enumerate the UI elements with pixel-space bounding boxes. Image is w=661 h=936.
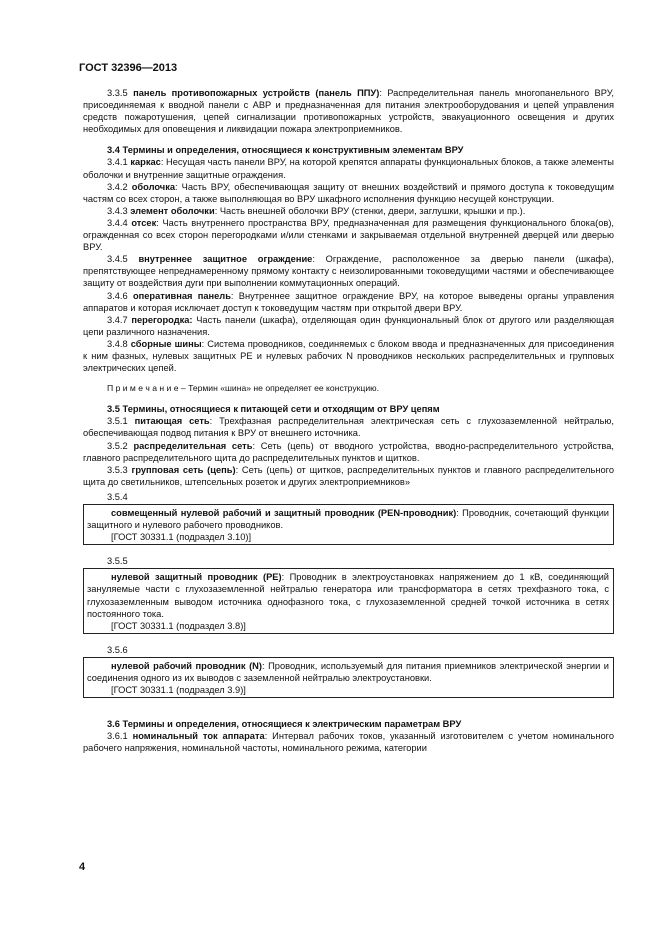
term-3-4-5: 3.4.5 внутреннее защитное ограждение: Ограждение, расположенное за дверью панели (шкафа), препятствующее непреднамеренному прямому контакту с неизолированными токоведущими частями и обеспечивающее защиту от воздействия дуги при выполнении коммутационных операций. xyxy=(83,254,614,289)
term-3-4-7: 3.4.7 перегородка: Часть панели (шкафа), отделяющая один функциональный блок от другого или разделяющая цепи различного назначения. xyxy=(83,314,614,337)
page-header: ГОСТ 32396—2013 xyxy=(79,62,178,74)
term-3-4-3: 3.4.3 элемент оболочки: Часть внешней оболочки ВРУ (стенки, двери, заглушки, крышки и пр.). xyxy=(107,205,526,216)
term-3-4-2: 3.4.2 оболочка: Часть ВРУ, обеспечивающая защиту от внешних воздействий и прямого доступа к токоведущим частям со всех сторон, а также выполняющая во ВРУ шкафного исполнения функцию несущей конструкции. xyxy=(83,181,614,204)
section-3-4-heading: 3.4 Термины и определения, относящиеся к конструктивным элементам ВРУ xyxy=(107,145,464,156)
document-body xyxy=(83,87,614,755)
note: П р и м е ч а н и е – Термин «шина» не определяет ее конструкцию. xyxy=(107,383,379,394)
term-3-5-6-source: [ГОСТ 30331.1 (подраздел 3.9)] xyxy=(111,685,246,696)
term-3-5-1: 3.5.1 питающая сеть: Трехфазная распределительная электрическая сеть с глухозаземленной нейтралью, обеспечивающая подвод питания к ВРУ от внешнего источника. xyxy=(83,416,614,439)
term-3-4-8: 3.4.8 сборные шины: Система проводников, соединяемых с блоком ввода и предназначенных для присоединения к ним фазных, нулевых защитных PE и нулевых рабочих N проводников нескольких распределительных и групповых электрических цепей. xyxy=(83,338,614,374)
term-3-5-6: нулевой рабочий проводник (N): Проводник, используемый для питания приемников электрической энергии и соединения одного из их выводов с заземленной нейтралью электроустановки. xyxy=(87,660,609,684)
term-3-5-6-number: 3.5.6 xyxy=(107,644,128,655)
term-3-5-5-box xyxy=(83,568,614,633)
term-3-5-6-box xyxy=(83,657,614,698)
term-3-6-1: 3.6.1 номинальный ток аппарата: Интервал рабочих токов, указанный изготовителем с учетом номинального рабочего напряжения, номинальной частоты, номинального режима, категории xyxy=(83,731,615,754)
term-3-5-5-number: 3.5.5 xyxy=(107,556,128,567)
term-3-5-4-number: 3.5.4 xyxy=(107,491,128,502)
term-3-4-6: 3.4.6 оперативная панель: Внутреннее защитное ограждение ВРУ, на которое выведены органы управления аппаратов и которая исключает доступ к токоведущим частям при открытой двери ВРУ. xyxy=(83,290,614,313)
term-3-5-3: 3.5.3 групповая сеть (цепь): Сеть (цепь) от щитков, распределительных пунктов и главного распределительного щита до светильников, штепсельных розеток и других электроприемников» xyxy=(83,464,614,487)
term-3-5-4-box xyxy=(83,504,614,545)
term-3-4-1: 3.4.1 каркас: Несущая часть панели ВРУ, на которой крепятся аппараты функциональных блоков, а также элементы оболочки и внутренние защитные ограждения. xyxy=(83,157,614,180)
term-3-5-4: совмещенный нулевой рабочий и защитный проводник (PEN-проводник): Проводник, сочетающий функции защитного и нулевого рабочего проводников. xyxy=(87,508,609,531)
section-3-6-heading: 3.6 Термины и определения, относящиеся к электрическим параметрам ВРУ xyxy=(107,719,462,730)
term-3-5-5: нулевой защитный проводник (PE): Проводник в электроустановках напряжением до 1 кВ, соединяющий зануляемые части с глухозаземленной нейтралью генератора или трансформатора в сетях трехфазного тока, с глухозаземленным выводом источника однофазного тока, с глухозаземленной средней точкой источника в сетях постоянного тока. xyxy=(87,572,609,619)
term-3-5-4-source: [ГОСТ 30331.1 (подраздел 3.10)] xyxy=(111,532,252,543)
page-number: 4 xyxy=(79,861,86,873)
term-3-3-5: 3.3.5 панель противопожарных устройств (панель ППУ): Распределительная панель многопанельного ВРУ, присоединяемая к вводной панели с АВР и предназначенная для питания электрооборудования и цепей управления средств пожаротушения, цепей сигнализации противопожарных устройств, эвакуационного освещения и других необходимых для оповещения и ликвидации пожара электроприемников. xyxy=(83,88,614,135)
term-3-4-4: 3.4.4 отсек: Часть внутреннего пространства ВРУ, предназначенная для размещения функционального блока(ов), огражденная со всех сторон перегородками и/или стенками и закрываемая отдельной внутренней дверцей или дверью ВРУ. xyxy=(83,217,614,253)
term-3-5-5-source: [ГОСТ 30331.1 (подраздел 3.8)] xyxy=(111,620,246,631)
term-3-5-2: 3.5.2 распределительная сеть: Сеть (цепь) от вводного устройства, вводно-распределительного устройства, главного распределительного щита до распределительных пунктов и щитков. xyxy=(83,440,615,463)
section-3-5-heading: 3.5 Термины, относящиеся к питающей сети и отходящим от ВРУ цепям xyxy=(107,404,440,415)
